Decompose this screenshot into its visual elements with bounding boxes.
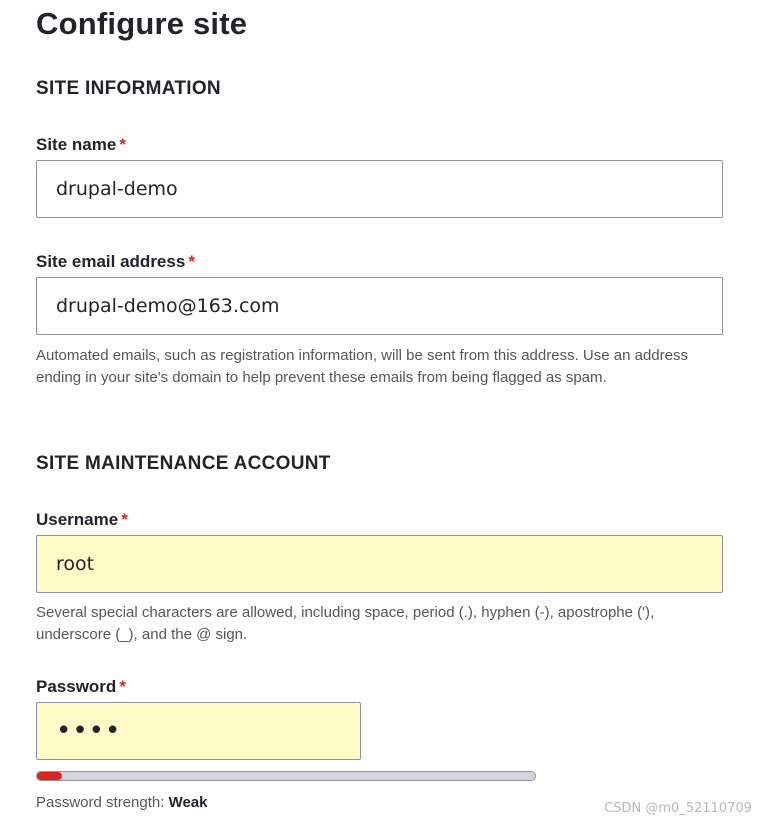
- site-email-input[interactable]: [36, 277, 723, 335]
- password-strength-value: Weak: [168, 794, 208, 811]
- site-maintenance-account-heading: SITE MAINTENANCE ACCOUNT: [36, 453, 331, 474]
- site-information-heading: SITE INFORMATION: [36, 78, 221, 99]
- password-label-text: Password: [36, 677, 117, 696]
- site-name-input[interactable]: [36, 160, 723, 218]
- site-name-label: [36, 134, 126, 156]
- site-email-description: Automated emails, such as registration information, will be sent from this address. Use an address ending in your site's domain to help prevent these emails from being flagged as spam.: [36, 347, 688, 386]
- required-mark: *: [121, 510, 128, 529]
- site-email-label: [36, 251, 195, 273]
- site-name-label-text: Site name: [36, 135, 117, 154]
- required-mark: *: [188, 252, 195, 271]
- watermark: CSDN @m0_52110709: [604, 801, 752, 816]
- username-description: Several special characters are allowed, including space, period (.), hyphen (-), apostrophe ('), underscore (_), and the @ sign.: [36, 604, 655, 643]
- username-label: [36, 509, 128, 531]
- required-mark: *: [119, 677, 126, 696]
- password-label: [36, 676, 126, 698]
- site-email-label-text: Site email address: [36, 252, 186, 271]
- username-label-text: Username: [36, 510, 119, 529]
- password-strength-fill: [37, 772, 62, 780]
- password-strength-label: Password strength:: [36, 794, 165, 811]
- required-mark: *: [119, 135, 126, 154]
- password-strength-bar: [36, 771, 536, 781]
- page-title: Configure site: [36, 6, 248, 41]
- password-strength-indicator: [36, 792, 208, 814]
- password-input[interactable]: [36, 702, 361, 760]
- username-input[interactable]: [36, 535, 723, 593]
